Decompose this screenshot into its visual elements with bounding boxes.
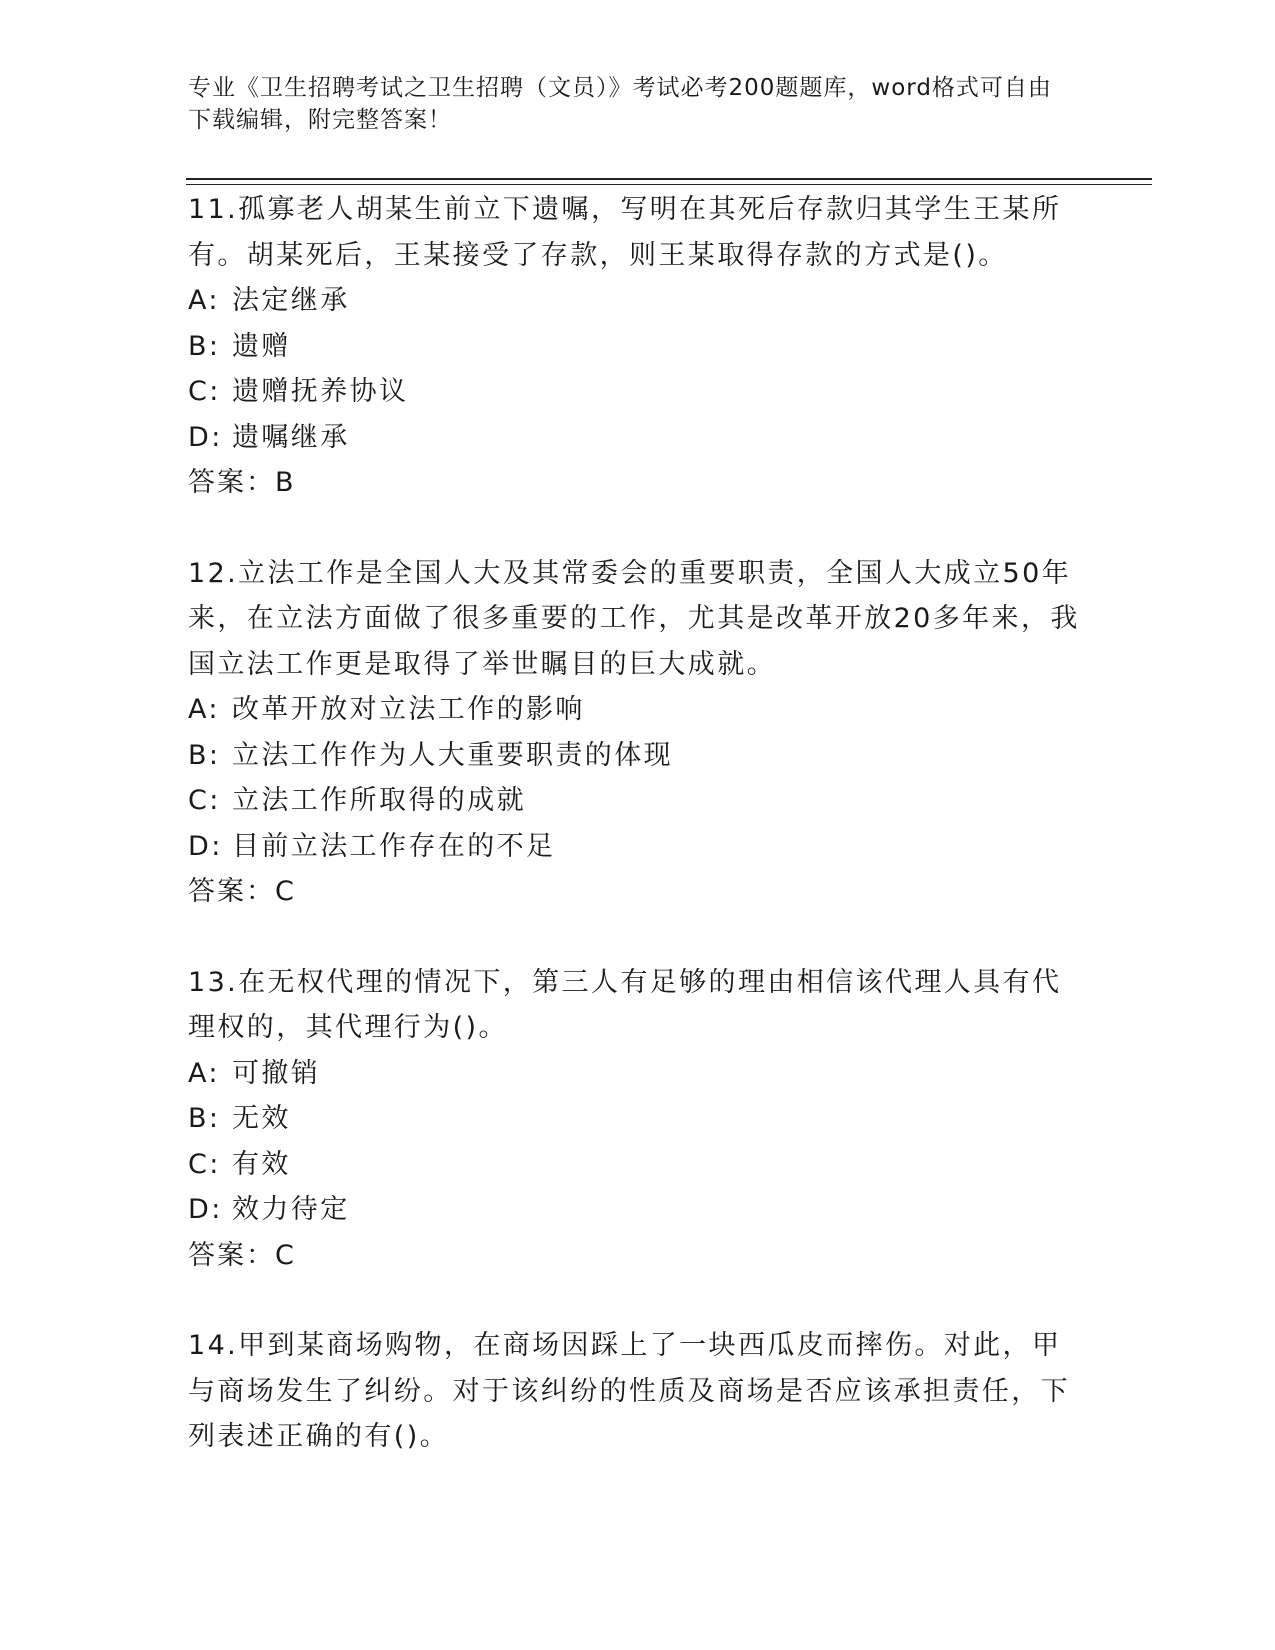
question-list <box>188 187 1088 1460</box>
option-text: 改革开放对立法工作的影响 <box>232 694 585 725</box>
option-d <box>188 824 1088 870</box>
option-text: 有效 <box>232 1148 291 1180</box>
question-13 <box>188 960 1088 1279</box>
option-text: 法定继承 <box>232 285 350 316</box>
option-text: 目前立法工作存在的不足 <box>232 830 556 862</box>
question-14 <box>188 1323 1088 1460</box>
option-key: A: <box>188 1057 220 1089</box>
question-text: 13.在无权代理的情况下，第三人有足够的理由相信该代理人具有代理权的，其代理行为()。 <box>188 966 1062 1043</box>
option-a <box>188 1051 1088 1097</box>
spacer <box>188 1278 1088 1323</box>
option-key: C: <box>188 1148 221 1180</box>
option-b <box>188 324 1088 370</box>
option-a <box>188 687 1088 733</box>
option-text: 遗赠 <box>232 330 291 362</box>
option-text: 遗嘱继承 <box>232 421 350 453</box>
option-key: D: <box>188 830 223 862</box>
header-divider-thick <box>186 178 1152 180</box>
spacer <box>188 506 1088 551</box>
option-key: B: <box>188 330 221 362</box>
option-key: D: <box>188 421 223 453</box>
option-key: C: <box>188 785 221 816</box>
option-key: A: <box>188 285 220 316</box>
question-text: 12.立法工作是全国人大及其常委会的重要职责，全国人大成立50年来，在立法方面做了很多重要的工作，尤其是改革开放20多年来，我国立法工作更是取得了举世瞩目的巨大成就。 <box>188 557 1080 680</box>
option-key: C: <box>188 376 221 407</box>
option-text: 无效 <box>232 1103 291 1134</box>
option-c <box>188 369 1088 415</box>
option-b <box>188 1096 1088 1142</box>
option-key: A: <box>188 694 220 725</box>
question-12 <box>188 551 1088 915</box>
option-key: B: <box>188 739 221 771</box>
option-a <box>188 278 1088 324</box>
option-d <box>188 415 1088 461</box>
option-text: 效力待定 <box>232 1194 350 1225</box>
option-text: 立法工作作为人大重要职责的体现 <box>232 739 673 771</box>
option-key: B: <box>188 1103 221 1134</box>
answer-line: 答案：B <box>188 467 296 498</box>
option-d <box>188 1187 1088 1233</box>
document-header: 专业《卫生招聘考试之卫生招聘（文员）》考试必考200题题库，word格式可自由下载编辑，附完整答案！ <box>188 75 1052 133</box>
option-text: 可撤销 <box>232 1057 321 1089</box>
option-text: 立法工作所取得的成就 <box>232 785 526 816</box>
option-key: D: <box>188 1194 223 1225</box>
question-11 <box>188 187 1088 506</box>
question-text: 14.甲到某商场购物，在商场因踩上了一块西瓜皮而摔伤。对此，甲与商场发生了纠纷。对于该纠纷的性质及商场是否应该承担责任，下列表述正确的有()。 <box>188 1330 1070 1452</box>
option-c <box>188 1142 1088 1188</box>
spacer <box>188 915 1088 960</box>
option-c <box>188 778 1088 824</box>
answer-line: 答案：C <box>188 1239 296 1271</box>
option-b <box>188 733 1088 779</box>
question-text: 11.孤寡老人胡某生前立下遗嘱，写明在其死后存款归其学生王某所有。胡某死后，王某接受了存款，则王某取得存款的方式是()。 <box>188 194 1062 271</box>
header-divider-thin <box>186 184 1152 185</box>
answer-line: 答案：C <box>188 876 296 907</box>
option-text: 遗赠抚养协议 <box>232 376 409 407</box>
